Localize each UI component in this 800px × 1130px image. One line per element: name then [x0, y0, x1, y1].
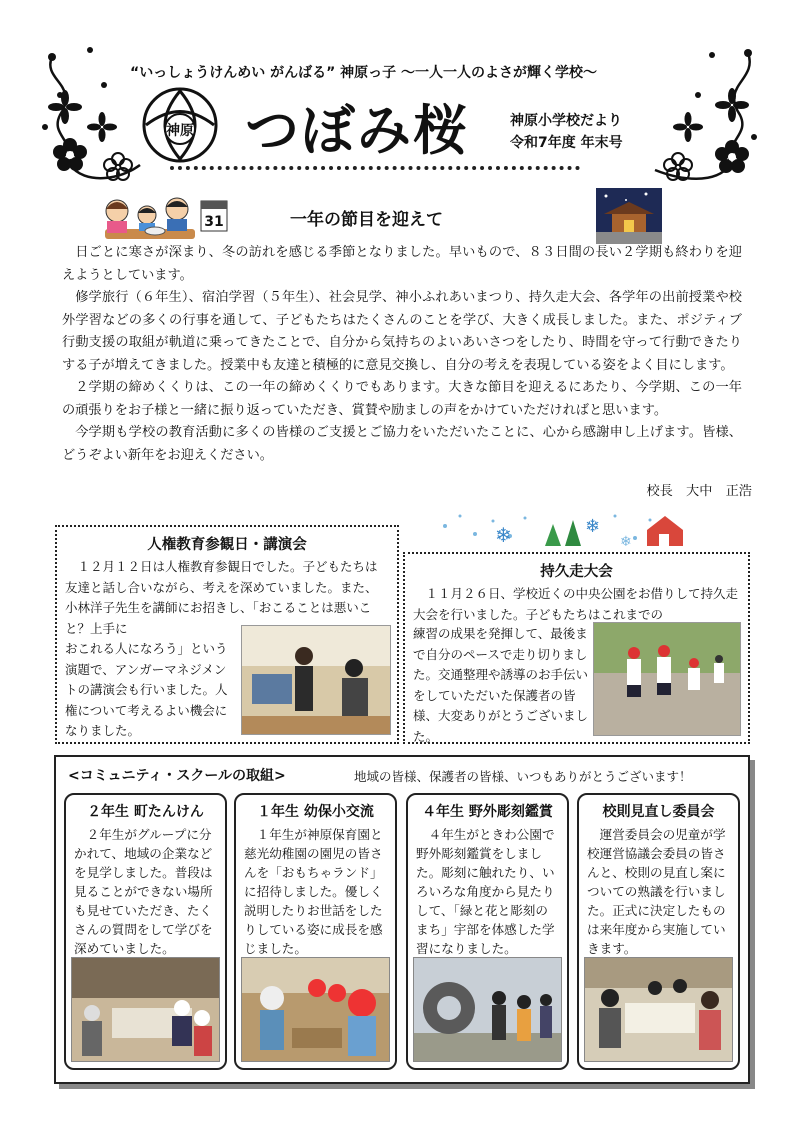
school-slogan: “いっしょうけんめい がんばる” 神原っ子 〜一人一人のよさが輝く学校〜	[130, 65, 598, 81]
winter-snow-decoration	[435, 506, 735, 550]
sculpture-photo	[413, 957, 562, 1062]
community-card-school-rules	[577, 793, 740, 1070]
toy-land-photo	[241, 957, 390, 1062]
family-meal-illustration	[95, 193, 235, 243]
card-text: ２年生がグループに分かれて、地域の企業などを見学しました。普段は見ることができない場所も見せていただき、たくさんの質問をして学びを深めていました。	[74, 827, 213, 956]
human-rights-article	[55, 525, 399, 744]
endurance-run-text: １１月２６日、学校近くの中央公園をお借りして持久走大会を行いました。子どもたちはこれまでの	[413, 586, 739, 622]
emblem-text: 神原	[166, 123, 194, 139]
newsletter-title: つぼみ桜	[245, 99, 469, 162]
rules-meeting-photo	[584, 957, 733, 1062]
shrine-illustration	[596, 188, 662, 244]
floral-right-decoration	[640, 45, 760, 190]
community-card-kindergarten-exchange	[234, 793, 397, 1070]
svg-text:❄: ❄	[495, 523, 512, 547]
intro-paragraph: 修学旅行（６年生）、宿泊学習（５年生）、社会見学、神小ふれあいまつり、持久走大会、各学年の出前授業や校外学習などの多くの行事を通して、子どもたちはたくさんのことを学び、大きく成長しました。また、ポジティブ行動支援の取組が軌道に乗ってきたことで、自分から気持ちのよいあいさつをしたり、時間を守って行動できたりする子が増えてきました。授業中も友達と積極的に意見交換し、自分の考えを表現している姿をよく目にします。	[62, 290, 742, 373]
town-explore-photo	[71, 957, 220, 1062]
human-rights-text: １２月１２日は人権教育参観日でした。子どもたちは友達と話し合いながら、考えを深めていました。また、小林洋子先生を講師にお招きし、「おこることは悪いこと？上手に	[65, 559, 378, 636]
school-emblem-icon	[140, 85, 220, 165]
intro-heading: 一年の節目を迎えて	[290, 210, 443, 230]
issue-label: 令和7年度 年末号	[510, 135, 623, 151]
endurance-run-title: 持久走大会	[540, 564, 613, 580]
card-text: ４年生がときわ公園で野外彫刻鑑賞をしました。彫刻に触れたり、いろいろな角度から見たりして、「緑と花と彫刻のまち」宇部を体感した学習になりました。	[416, 827, 555, 956]
community-card-sculpture	[406, 793, 569, 1070]
endurance-run-article	[403, 552, 750, 744]
card-title: ２年生 町たんけん	[87, 804, 204, 820]
calendar-day: 31	[204, 214, 224, 230]
lecture-photo	[241, 625, 391, 735]
svg-text:❄: ❄	[585, 516, 601, 537]
intro-paragraph: ２学期の締めくくりは、この一年の締めくくりでもあります。大きな節目を迎えるにあたり、今学期、この一年の頑張りをお子様と一緒に振り返っていただき、賞賛や励ましの声をかけていただければと思います。	[62, 380, 742, 418]
school-name: 神原小学校だより	[510, 113, 622, 129]
community-card-town-explore	[64, 793, 227, 1070]
intro-paragraph: 日ごとに寒さが深まり、冬の訪れを感じる季節となりました。早いもので、８３日間の長い２学期も終わりを迎えようとしています。	[62, 245, 742, 283]
card-text: １年生が神原保育園と慈光幼稚園の園児の皆さんを「おもちゃランド」に招待しました。優しく説明したりお世話をしたりしている姿に成長を感じました。	[244, 827, 383, 956]
community-school-section	[54, 755, 750, 1084]
header-divider	[170, 160, 580, 170]
community-heading: <コミュニティ・スクールの取組>	[68, 768, 286, 784]
card-title: 校則見直し委員会	[602, 804, 715, 820]
intro-body	[62, 242, 742, 467]
endurance-run-text-continued: 練習の成果を発揮して、最後まで自分のペースで走り切りました。交通整理や誘導のお手伝いをしていただいた保護者の皆様、大変ありがとうございました。	[413, 626, 589, 744]
principal-signature: 校長 大中 正浩	[646, 484, 752, 499]
card-title: １年生 幼保小交流	[257, 804, 374, 820]
running-photo	[593, 622, 741, 736]
card-text: 運営委員会の児童が学校運営協議会委員の皆さんと、校則の見直し案についての熟議を行いました。正式に決定したものは来年度から実施していきます。	[587, 827, 726, 956]
human-rights-title: 人権教育参観日・講演会	[147, 537, 307, 553]
card-title: ４年生 野外彫刻鑑賞	[422, 804, 553, 820]
svg-text:❄: ❄	[620, 534, 632, 550]
intro-paragraph: 今学期も学校の教育活動に多くの皆様のご支援とご協力をいただいたことに、心から感謝申し上げます。皆様、どうぞよい新年をお迎えください。	[62, 425, 742, 463]
newsletter-header	[40, 40, 760, 190]
community-subheading: 地域の皆様、保護者の皆様、いつもありがとうございます！	[354, 769, 692, 784]
human-rights-text-continued: おこれる人になろう」という演題で、アンガーマネジメントの講演会も行いました。人権について考えるよい機会になりました。	[65, 641, 228, 738]
